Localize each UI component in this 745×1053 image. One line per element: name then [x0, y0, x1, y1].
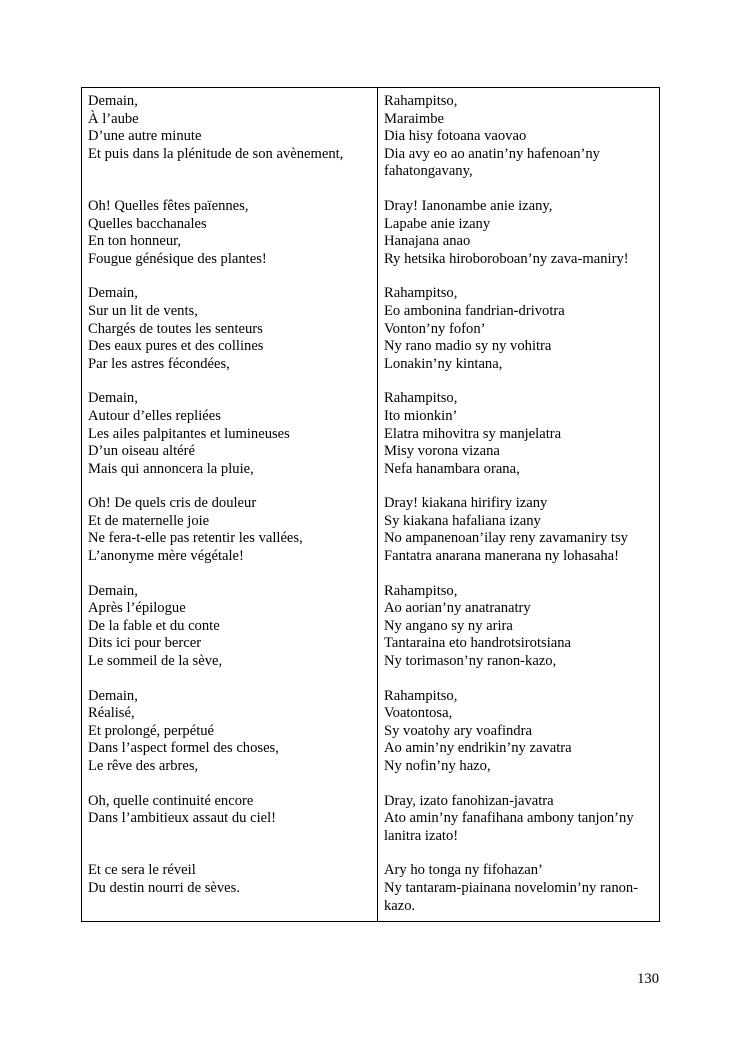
stanza	[384, 793, 653, 846]
poem-line: Du destin nourri de sèves.	[88, 879, 240, 896]
poem-line: Sy voatohy ary voafindra	[384, 722, 532, 739]
poem-line: Demain,	[88, 582, 138, 599]
poem-line: Dits ici pour bercer	[88, 635, 202, 652]
stanza	[384, 495, 653, 565]
poem-line: Demain,	[88, 687, 138, 704]
stanza	[384, 862, 653, 915]
poem-line: Vonton’ny fofon’	[384, 320, 486, 337]
page-number: 130	[637, 971, 659, 987]
poem-line: D’une autre minute	[88, 128, 202, 145]
poem-line: Dia avy eo ao anatin’ny hafenoan’ny	[384, 145, 600, 162]
poem-line: Et puis dans la plénitude de son avènement,	[88, 145, 344, 162]
stanza	[88, 862, 371, 915]
poem-line: Oh, quelle continuité encore	[88, 792, 254, 809]
poem-line: De la fable et du conte	[88, 617, 220, 634]
poem-line: Ry hetsika hiroboroboan’ny zava-maniry!	[384, 250, 629, 267]
malagasy-column	[378, 88, 659, 921]
stanza	[88, 198, 371, 268]
poem-line: Ary ho tonga ny fifohazan’	[384, 862, 543, 879]
poem-line-spacer	[88, 898, 371, 916]
poem-line: Après l’épilogue	[88, 600, 186, 617]
stanza	[384, 93, 653, 181]
poem-line: kazo.	[384, 897, 416, 914]
stanza	[384, 583, 653, 671]
french-column	[82, 88, 377, 921]
poem-line: Ito mionkin’	[384, 407, 458, 424]
poem-line: Ne fera-t-elle pas retentir les vallées,	[88, 530, 303, 547]
poem-line: Ato amin’ny fanafihana ambony tanjon’ny	[384, 810, 634, 827]
stanza	[88, 495, 371, 565]
poem-line: Ny angano sy ny arira	[384, 617, 513, 634]
poem-line: Nefa hanambara orana,	[384, 460, 520, 477]
poem-line: En ton honneur,	[88, 233, 182, 250]
poem-line: À l’aube	[88, 110, 139, 127]
poem-line: Ny torimason’ny ranon-kazo,	[384, 653, 557, 670]
poem-line: L’anonyme mère végétale!	[88, 548, 244, 565]
poem-line: Maraimbe	[384, 110, 444, 127]
stanza	[88, 93, 371, 181]
stanza	[384, 198, 653, 268]
poem-line: Ny rano madio sy ny vohitra	[384, 338, 552, 355]
poem-line: Ny tantaram-piainana novelomin’ny ranon-	[384, 879, 639, 896]
poem-line: D’un oiseau altéré	[88, 443, 195, 460]
poem-line: lanitra izato!	[384, 827, 459, 844]
poem-line: Lapabe anie izany	[384, 215, 491, 232]
poem-line: Tantaraina eto handrotsirotsiana	[384, 635, 572, 652]
poem-line: Hanajana anao	[384, 233, 471, 250]
poem-line: Rahampitso,	[384, 93, 458, 109]
poem-line: Demain,	[88, 93, 138, 109]
poem-line: Et ce sera le réveil	[88, 862, 196, 879]
poem-line: Quelles bacchanales	[88, 215, 207, 232]
poem-line: Par les astres fécondées,	[88, 355, 230, 372]
poem-line: Dray! Ianonambe anie izany,	[384, 197, 553, 214]
poem-line: Les ailes palpitantes et lumineuses	[88, 425, 290, 442]
poem-line: Et de maternelle joie	[88, 512, 210, 529]
poem-line: Oh! De quels cris de douleur	[88, 495, 257, 512]
poem-line: Et prolongé, perpétué	[88, 722, 215, 739]
poem-two-column-table	[81, 87, 660, 922]
poem-line: Ao amin’ny endrikin’ny zavatra	[384, 740, 572, 757]
poem-line: Sur un lit de vents,	[88, 302, 198, 319]
stanza	[384, 390, 653, 478]
poem-line: Rahampitso,	[384, 687, 458, 704]
poem-line: Dans l’aspect formel des choses,	[88, 740, 279, 757]
table-cell-malagasy	[378, 88, 660, 922]
poem-line: Rahampitso,	[384, 285, 458, 302]
poem-line: Rahampitso,	[384, 582, 458, 599]
table-cell-french	[82, 88, 378, 922]
poem-line: Fougue génésique des plantes!	[88, 250, 267, 267]
poem-line: Oh! Quelles fêtes païennes,	[88, 197, 249, 214]
poem-line: Eo ambonina fandrian-drivotra	[384, 302, 565, 319]
poem-line: No ampanenoan’ilay reny zavamaniry tsy	[384, 530, 628, 547]
poem-line: Dans l’ambitieux assaut du ciel!	[88, 810, 277, 827]
poem-line: Dia hisy fotoana vaovao	[384, 128, 527, 145]
table-row	[82, 88, 660, 922]
poem-line: Fantatra anarana manerana ny lohasaha!	[384, 548, 619, 565]
poem-line: Elatra mihovitra sy manjelatra	[384, 425, 562, 442]
poem-line: Dray! kiakana hirifiry izany	[384, 495, 548, 512]
poem-line: Réalisé,	[88, 705, 135, 722]
stanza	[88, 390, 371, 478]
poem-line: Le rêve des arbres,	[88, 758, 199, 774]
poem-line: Demain,	[88, 390, 138, 407]
poem-line: Misy vorona vizana	[384, 443, 500, 460]
poem-line: Chargés de toutes les senteurs	[88, 320, 263, 337]
poem-line: Ny nofin’ny hazo,	[384, 758, 491, 774]
poem-line: Ao aorian’ny anatranatry	[384, 600, 531, 617]
stanza	[384, 688, 653, 776]
poem-line: Autour d’elles repliées	[88, 407, 221, 424]
poem-line-spacer	[88, 828, 371, 846]
poem-line: Des eaux pures et des collines	[88, 338, 264, 355]
poem-line: fahatongavany,	[384, 163, 473, 180]
stanza	[88, 583, 371, 671]
poem-line: Sy kiakana hafaliana izany	[384, 512, 541, 529]
stanza	[88, 793, 371, 846]
poem-line: Lonakin’ny kintana,	[384, 355, 503, 372]
poem-line: Demain,	[88, 285, 138, 302]
poem-line: Voatontosa,	[384, 705, 453, 722]
poem-line: Mais qui annoncera la pluie,	[88, 460, 254, 477]
poem-line: Dray, izato fanohizan-javatra	[384, 792, 554, 809]
poem-line: Rahampitso,	[384, 390, 458, 407]
stanza	[88, 688, 371, 776]
stanza	[384, 285, 653, 373]
poem-line-spacer	[88, 163, 371, 181]
poem-line: Le sommeil de la sève,	[88, 653, 223, 670]
stanza	[88, 285, 371, 373]
